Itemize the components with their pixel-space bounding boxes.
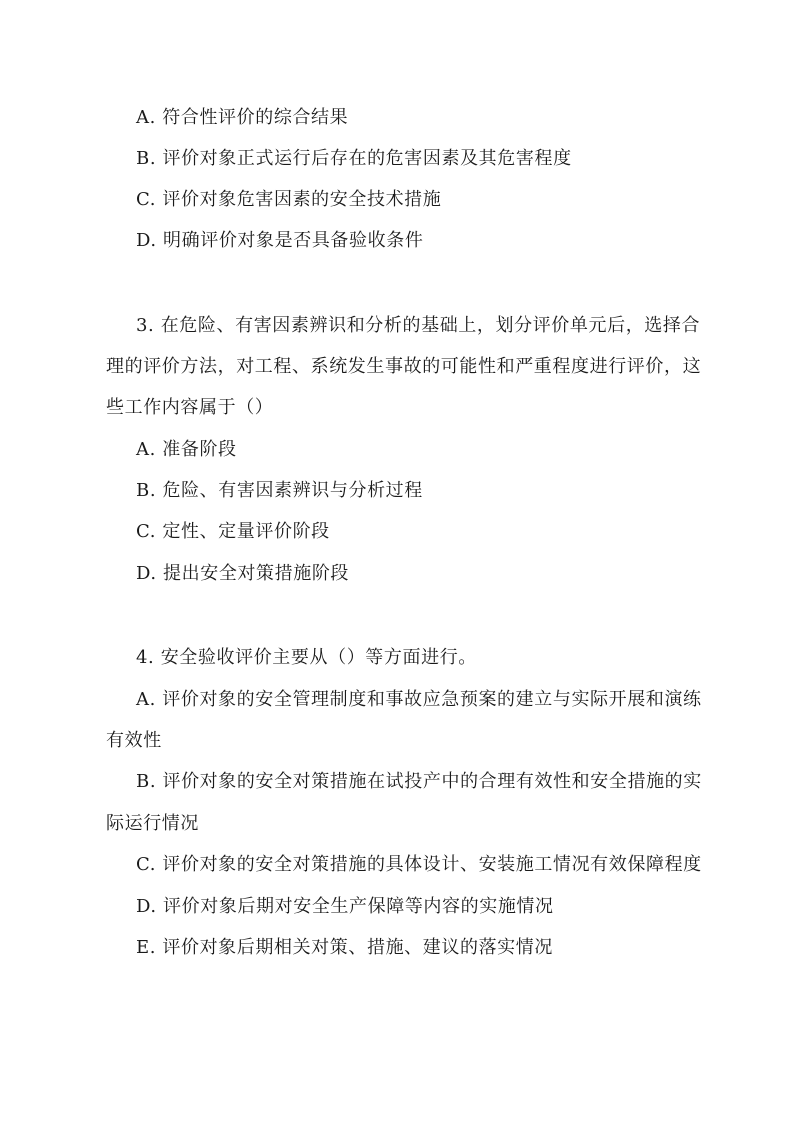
- q4-option-a-line-1: A. 评价对象的安全管理制度和事故应急预案的建立与实际开展和演练: [136, 689, 702, 710]
- q3-option-b: B. 危险、有害因素辨识与分析过程: [136, 480, 423, 501]
- q3-option-d: D. 提出安全对策措施阶段: [136, 563, 350, 584]
- q3-stem-line-2: 理的评价方法，对工程、系统发生事故的可能性和严重程度进行评价，这: [106, 356, 702, 377]
- q2-option-b: B. 评价对象正式运行后存在的危害因素及其危害程度: [136, 148, 572, 169]
- q3-option-c: C. 定性、定量评价阶段: [136, 521, 330, 542]
- q4-option-b-line-2: 际运行情况: [106, 813, 199, 834]
- q4-stem: 4. 安全验收评价主要从（）等方面进行。: [136, 647, 477, 668]
- q3-option-a: A. 准备阶段: [136, 439, 237, 460]
- q4-option-e: E. 评价对象后期相关对策、措施、建议的落实情况: [136, 937, 553, 958]
- q4-option-a-line-2: 有效性: [106, 730, 162, 751]
- q2-option-a: A. 符合性评价的综合结果: [136, 107, 349, 128]
- q4-option-b-line-1: B. 评价对象的安全对策措施在试投产中的合理有效性和安全措施的实: [136, 771, 702, 792]
- q4-option-d: D. 评价对象后期对安全生产保障等内容的实施情况: [136, 896, 554, 917]
- q3-stem-line-1: 3. 在危险、有害因素辨识和分析的基础上，划分评价单元后，选择合: [136, 315, 701, 336]
- q4-option-c: C. 评价对象的安全对策措施的具体设计、安装施工情况有效保障程度: [136, 854, 702, 875]
- q3-stem-line-3: 些工作内容属于（）: [106, 397, 274, 418]
- q2-option-c: C. 评价对象危害因素的安全技术措施: [136, 189, 442, 210]
- q2-option-d: D. 明确评价对象是否具备验收条件: [136, 230, 424, 251]
